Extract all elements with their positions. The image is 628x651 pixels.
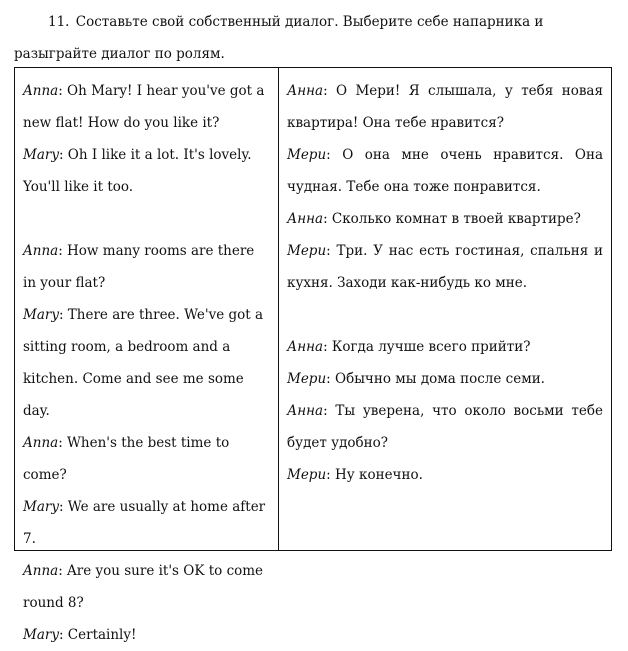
russian-line xyxy=(287,75,603,139)
speaker-name: Anna xyxy=(23,435,59,451)
english-line xyxy=(23,235,270,299)
speaker-name: Анна xyxy=(287,403,324,419)
speaker-name: Anna xyxy=(23,83,59,99)
russian-line xyxy=(287,235,603,299)
english-line xyxy=(23,619,270,651)
spacer xyxy=(287,299,603,331)
speaker-name: Анна xyxy=(287,339,324,355)
line-text: : О она мне очень нравится. Она чудная. Тебе она тоже понравится. xyxy=(287,147,603,195)
english-line xyxy=(23,427,270,491)
russian-line xyxy=(287,331,603,363)
english-line xyxy=(23,555,270,619)
line-text: : We are usually at home after 7. xyxy=(23,499,266,547)
russian-line xyxy=(287,363,603,395)
line-text: : Ну конечно. xyxy=(326,467,423,483)
speaker-name: Anna xyxy=(23,563,59,579)
line-text: : Три. У нас есть гостиная, спальня и кухня. Заходи как-нибудь ко мне. xyxy=(287,243,603,291)
english-line xyxy=(23,139,270,203)
line-text: : Сколько комнат в твоей квартире? xyxy=(323,211,581,227)
english-column xyxy=(15,68,279,643)
line-text: : Are you sure it's OK to come round 8? xyxy=(23,563,264,611)
line-text: : How many rooms are there in your flat? xyxy=(23,243,255,291)
line-text: : Oh Mary! I hear you've got a new flat! How do you like it? xyxy=(23,83,265,131)
speaker-name: Mary xyxy=(23,307,59,323)
task-text: Составьте свой собственный диалог. Выберите себе напарника и разыграйте диалог по ролям. xyxy=(14,14,544,62)
speaker-name: Mary xyxy=(23,627,59,643)
speaker-name: Анна xyxy=(287,211,324,227)
line-text: : Ты уверена, что около восьми тебе будет удобно? xyxy=(287,403,603,451)
speaker-name: Мери xyxy=(287,147,327,163)
russian-column xyxy=(279,68,611,550)
line-text: : Certainly! xyxy=(58,627,137,643)
speaker-name: Mary xyxy=(23,499,59,515)
task-instruction xyxy=(14,6,618,70)
speaker-name: Мери xyxy=(287,467,327,483)
english-line xyxy=(23,299,270,427)
line-text: : О Мери! Я слышала, у тебя новая квартира! Она тебе нравится? xyxy=(287,83,603,131)
dialog-table xyxy=(14,67,612,643)
spacer xyxy=(23,203,270,235)
speaker-name: Mary xyxy=(23,147,59,163)
russian-line xyxy=(287,395,603,459)
english-line xyxy=(23,75,270,139)
russian-line xyxy=(287,203,603,235)
speaker-name: Мери xyxy=(287,243,327,259)
english-line xyxy=(23,491,270,555)
task-number: 11. xyxy=(48,14,70,30)
speaker-name: Анна xyxy=(287,83,324,99)
russian-line xyxy=(287,459,603,491)
speaker-name: Anna xyxy=(23,243,59,259)
line-text: : Когда лучше всего прийти? xyxy=(323,339,531,355)
line-text: : There are three. We've got a sitting room, a bedroom and a kitchen. Come and see me some day. xyxy=(23,307,264,419)
speaker-name: Мери xyxy=(287,371,327,387)
line-text: : When's the best time to come? xyxy=(23,435,230,483)
line-text: : Обычно мы дома после семи. xyxy=(326,371,545,387)
line-text: : Oh I like it a lot. It's lovely. You'll like it too. xyxy=(23,147,252,195)
russian-line xyxy=(287,139,603,203)
